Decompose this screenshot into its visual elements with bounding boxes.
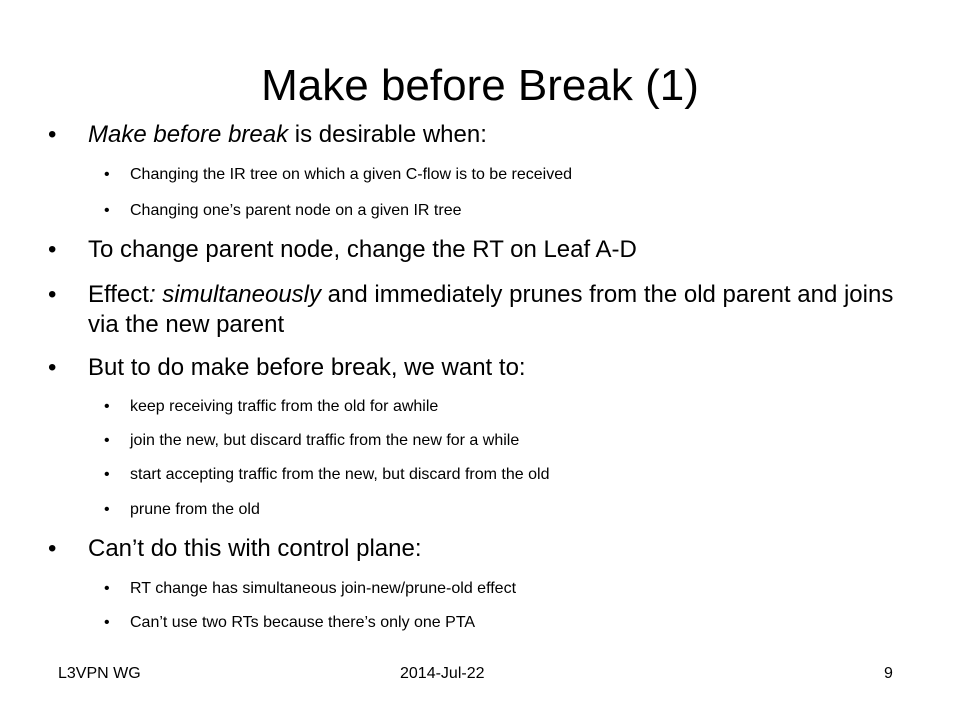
bullet-text-pre: Effect (88, 281, 149, 308)
bullet-text: start accepting traffic from the new, but discard from the old (130, 466, 550, 483)
italic-phrase: : simultaneously (148, 281, 322, 308)
bullet-dot: • (104, 432, 110, 449)
bullet-text-rest: is desirable when: (288, 121, 487, 148)
bullet-text: join the new, but discard traffic from the new for a while (130, 432, 520, 449)
bullet-text (88, 120, 908, 150)
bullet-dot: • (104, 466, 110, 483)
page-number: 9 (884, 665, 893, 682)
bullet-text: To change parent node, change the RT on Leaf A-D (88, 236, 637, 263)
bullet-text: Can’t use two RTs because there’s only one PTA (130, 614, 476, 631)
bullet-dot: • (104, 614, 110, 631)
bullet-text: Changing one’s parent node on a given IR tree (130, 202, 462, 219)
bullet-dot: • (48, 535, 57, 562)
footer-left: L3VPN WG (58, 665, 141, 682)
bullet-text: prune from the old (130, 501, 260, 518)
bullet-dot: • (104, 398, 110, 415)
bullet-dot: • (104, 166, 110, 183)
bullet-dot: • (104, 580, 110, 597)
bullet-text: RT change has simultaneous join-new/prune-old effect (130, 580, 517, 597)
bullet-dot: • (48, 236, 57, 263)
bullet-text: Changing the IR tree on which a given C-flow is to be received (130, 166, 573, 183)
bullet-dot: • (48, 281, 57, 308)
bullet-text (88, 280, 908, 340)
bullet-dot: • (48, 354, 57, 381)
italic-phrase: Make before break (88, 121, 289, 148)
slide-title: Make before Break (1) (261, 61, 699, 110)
bullet-dot: • (104, 501, 110, 518)
bullet-text: But to do make before break, we want to: (88, 354, 526, 381)
bullet-text: Can’t do this with control plane: (88, 535, 422, 562)
bullet-text-rest: and immediately prunes from the old parent and joins via the new parent (88, 281, 894, 338)
bullet-dot: • (48, 121, 57, 148)
footer-date: 2014-Jul-22 (400, 665, 485, 682)
bullet-dot: • (104, 202, 110, 219)
bullet-text: keep receiving traffic from the old for awhile (130, 398, 439, 415)
